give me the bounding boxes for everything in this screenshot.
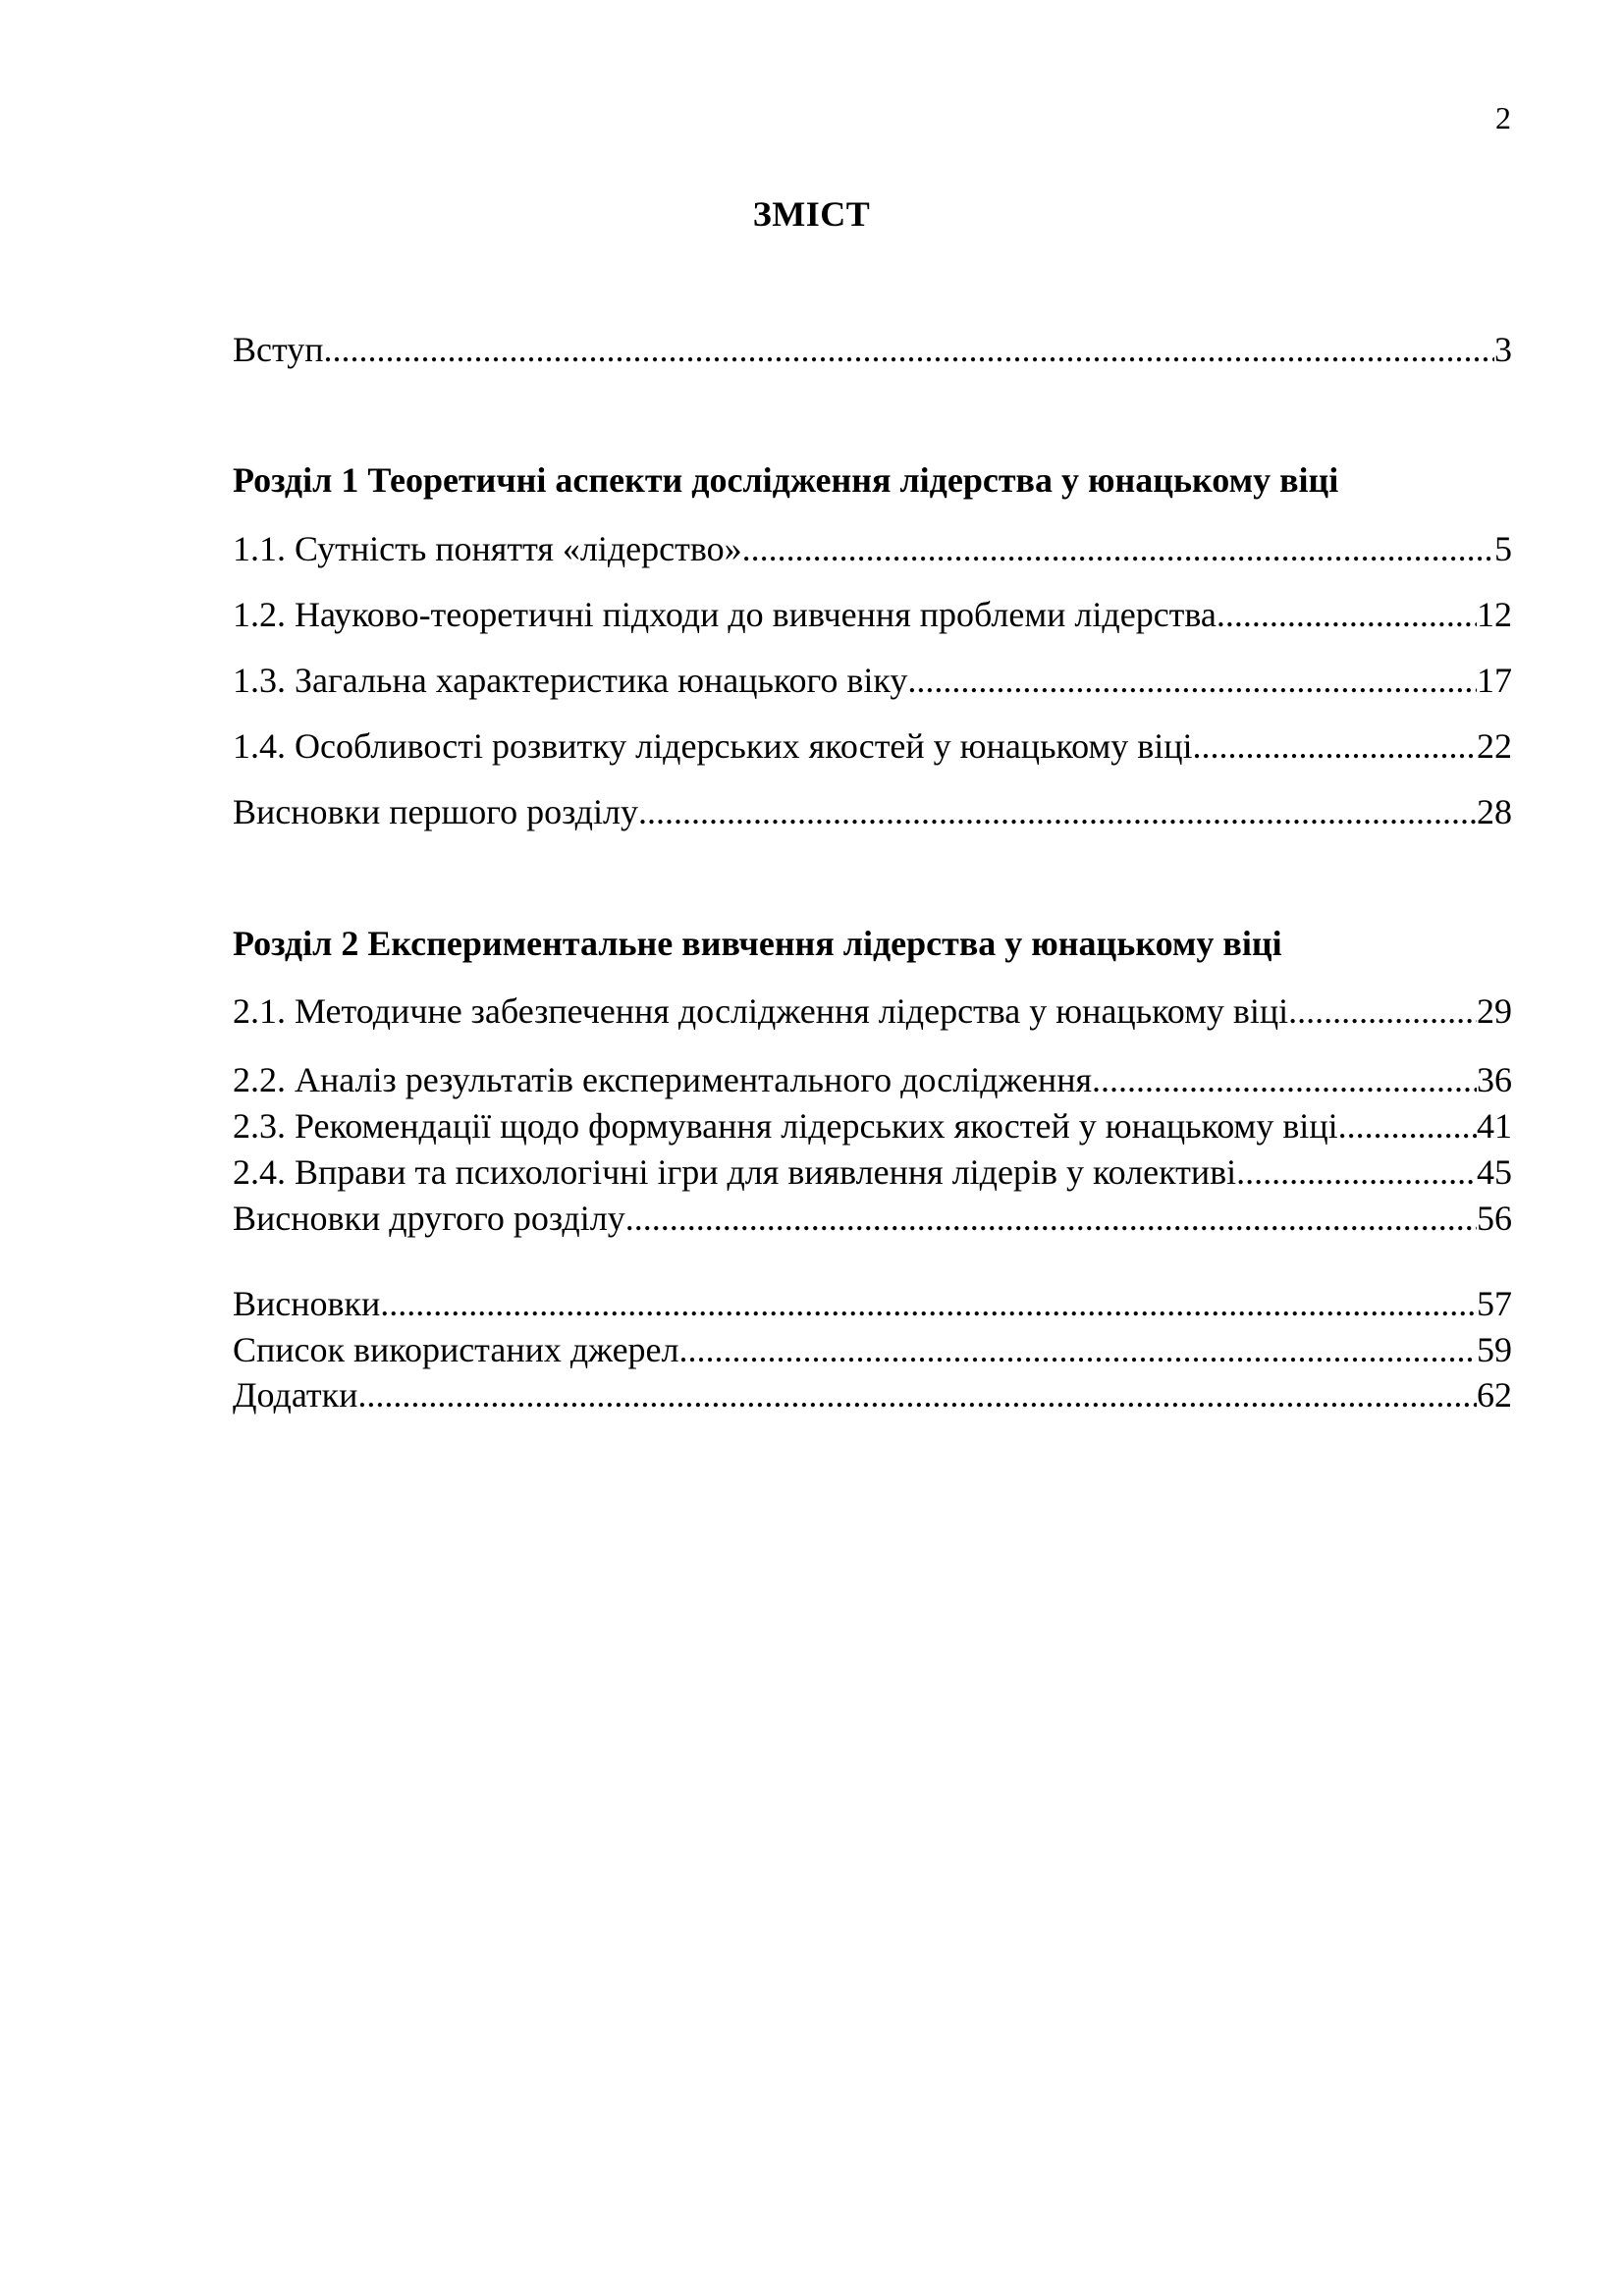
toc-leader-dots <box>1288 988 1477 1034</box>
toc-entry-references[interactable] <box>233 1327 1512 1372</box>
toc-entry-conclusions[interactable] <box>233 1281 1512 1326</box>
toc-leader-dots <box>357 1372 1477 1417</box>
toc-entry-page: 45 <box>1477 1152 1512 1192</box>
toc-entry-label: 1.3. Загальна характеристика юнацького віку <box>233 661 908 700</box>
toc-entry-label: Висновки першого розділу <box>233 792 638 831</box>
toc-entry-1-2[interactable] <box>233 592 1512 637</box>
toc-leader-dots <box>1338 1103 1477 1148</box>
toc-entry-appendices[interactable] <box>233 1372 1512 1417</box>
toc-entry-label: 1.1. Сутність поняття «лідерство» <box>233 529 742 568</box>
toc-entry-2-2[interactable] <box>233 1057 1512 1102</box>
toc-entry-label: 1.2. Науково-теоретичні підходи до вивчення проблеми лідерства <box>233 595 1217 634</box>
toc-leader-dots <box>1092 1057 1477 1102</box>
toc-leader-dots <box>679 1327 1478 1372</box>
toc-entry-label: Висновки другого розділу <box>233 1199 625 1238</box>
toc-entry-intro[interactable] <box>233 327 1512 372</box>
toc-entry-page: 22 <box>1477 726 1512 766</box>
toc-entry-label: 2.3. Рекомендації щодо формування лідерських якостей у юнацькому віці <box>233 1106 1338 1146</box>
toc-leader-dots <box>1236 1149 1477 1195</box>
toc-leader-dots <box>638 789 1477 834</box>
toc-entry-2-1[interactable] <box>233 988 1512 1034</box>
toc-entry-page: 5 <box>1494 529 1512 568</box>
toc-entry-label: Вступ <box>233 330 324 369</box>
toc-entry-page: 57 <box>1477 1284 1512 1323</box>
toc-leader-dots <box>324 327 1494 372</box>
toc-entry-page: 29 <box>1477 991 1512 1031</box>
section-2-heading[interactable]: Розділ 2 Експериментальне вивчення лідерства у юнацькому віці <box>233 924 1282 963</box>
toc-entry-1-4[interactable] <box>233 723 1512 769</box>
toc-entry-section-2-conclusions[interactable] <box>233 1196 1512 1241</box>
toc-entry-page: 17 <box>1477 661 1512 700</box>
toc-entry-page: 36 <box>1477 1060 1512 1099</box>
toc-entry-1-3[interactable] <box>233 658 1512 703</box>
toc-entry-section-1-conclusions[interactable] <box>233 789 1512 834</box>
toc-leader-dots <box>742 526 1494 571</box>
toc-entry-label: 2.1. Методичне забезпечення дослідження лідерства у юнацькому віці <box>233 991 1289 1031</box>
toc-entry-page: 41 <box>1477 1106 1512 1146</box>
toc-entry-1-1[interactable] <box>233 526 1512 571</box>
toc-entry-2-4[interactable] <box>233 1149 1512 1195</box>
toc-entry-page: 59 <box>1477 1330 1512 1369</box>
toc-title: ЗМІСТ <box>752 194 871 234</box>
toc-entry-page: 28 <box>1477 792 1512 831</box>
toc-entry-label: Список використаних джерел <box>233 1330 679 1369</box>
toc-entry-page: 62 <box>1477 1375 1512 1415</box>
toc-leader-dots <box>1217 592 1477 637</box>
toc-entry-page: 56 <box>1477 1199 1512 1238</box>
toc-leader-dots <box>380 1281 1477 1326</box>
section-1-heading[interactable]: Розділ 1 Теоретичні аспекти дослідження лідерства у юнацькому віці <box>233 460 1339 500</box>
toc-entry-page: 3 <box>1494 330 1512 369</box>
toc-entry-2-3[interactable] <box>233 1103 1512 1148</box>
page-number: 2 <box>1495 100 1511 135</box>
toc-entry-label: 1.4. Особливості розвитку лідерських якостей у юнацькому віці <box>233 726 1193 766</box>
toc-leader-dots <box>907 658 1477 703</box>
toc-leader-dots <box>625 1196 1477 1241</box>
toc-entry-label: Додатки <box>233 1375 358 1415</box>
toc-entry-label: 2.4. Вправи та психологічні ігри для виявлення лідерів у колективі <box>233 1152 1237 1192</box>
toc-leader-dots <box>1193 723 1477 769</box>
toc-entry-label: 2.2. Аналіз результатів експериментального дослідження <box>233 1060 1093 1099</box>
toc-entry-label: Висновки <box>233 1284 381 1323</box>
toc-entry-page: 12 <box>1477 595 1512 634</box>
